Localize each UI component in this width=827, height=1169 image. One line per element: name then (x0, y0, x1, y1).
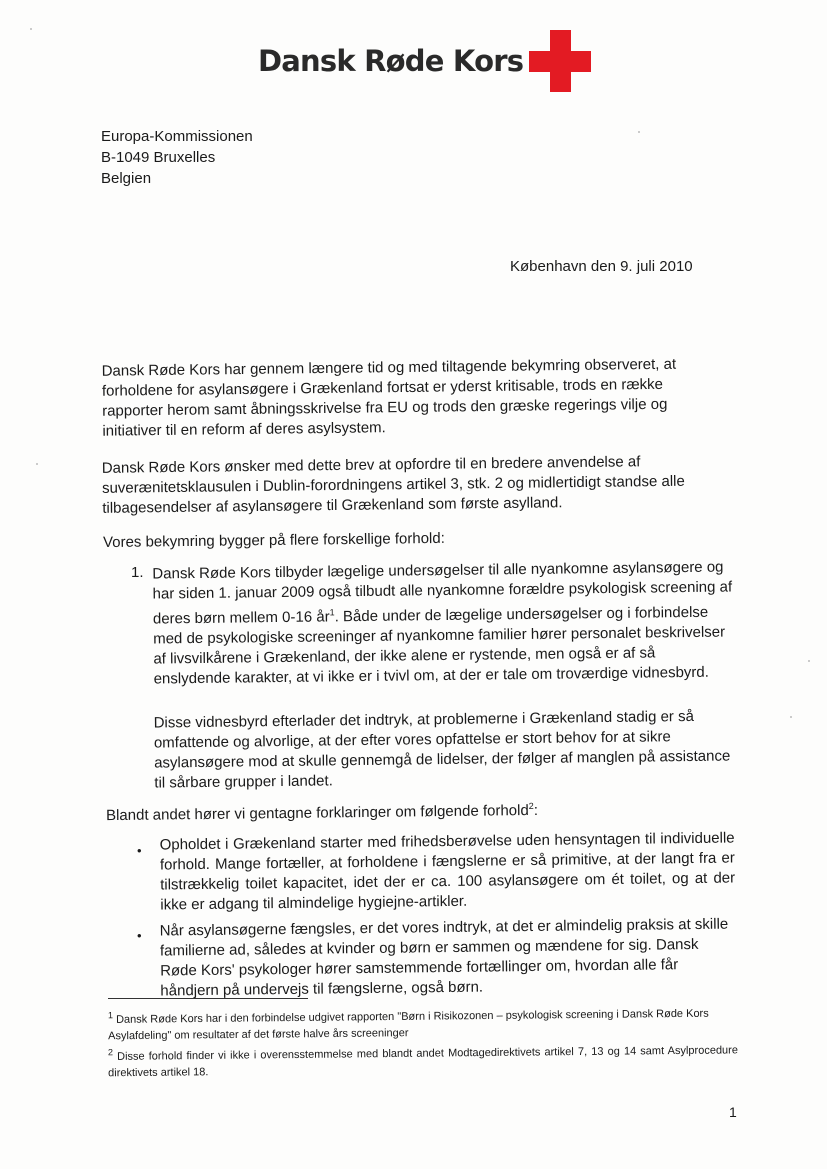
letter-date: København den 9. juli 2010 (510, 258, 693, 275)
red-cross-icon (529, 30, 591, 92)
paragraph-4 (106, 795, 626, 826)
recipient-address (101, 126, 253, 189)
scan-speck (808, 660, 810, 662)
logo-text: Dansk Røde Kors (258, 44, 524, 78)
paragraph-1: Dansk Røde Kors har gennem længere tid og med tiltagende bekymring observeret, at forholdene for asylansøgere i Grækenland fortsat er yderst kritisable, trods en række rapporter herom samt åbningsskrivelse fra EU og trods den græske regerings vilje og initiativer til en reform af deres asylsystem. (101, 355, 677, 440)
footnote-ref-2: 2 (528, 800, 534, 812)
list-item-1-text-a: Dansk Røde Kors tilbyder lægelige undersøgelser til alle nyankomne asylansøgere og har siden 1. januar 2009 også tilbudt alle nyankomne forældre psykologisk screening af deres børn mellem 0-16 år (152, 558, 733, 628)
list-number: 1. (131, 564, 144, 581)
footnote-mark: 1 (107, 1010, 113, 1021)
list-item-1-text (152, 557, 733, 689)
list-item-1-text-b: . Både under de lægelige undersøgelser og i forbindelse med de psykologiske screeninger af nyankomne familier hører personalet beskrivelser af livsvilkårene i Grækenland, der ikke alene er rystende, men også er af så enslydende karakter, at vi ikke er i tvivl om, at der er tale om troværdige vidnesbyrd. (153, 603, 726, 688)
bullet-icon: • (137, 843, 142, 858)
scan-speck (638, 131, 640, 133)
paragraph-2: Dansk Røde Kors ønsker med dette brev at opfordre til en bredere anvendelse af suverænitetsklausulen i Dublin-forordningens artikel 3, stk. 2 og midlertidigt standse alle tilbagesendelser af asylansøgere til Grækenland som første asylland. (101, 453, 685, 517)
footnote-text: Dansk Røde Kors har i den forbindelse udgivet rapporten "Børn i Risikozonen – psykologisk screening i Dansk Røde Kors Asylafdeling" om resultater af det første halve års screeninger (108, 1007, 709, 1042)
bullet-item: Når asylansøgerne fængsles, er det vores indtryk, at det er almindelig praksis at skille familierne ad, således at kvinder og børn er sammen og mændene for sig. Dansk Røde Kors' psykologer hører samstemmende fortællinger om, hvordan alle får håndjern på undervejs til fængslerne, også børn. (159, 915, 729, 1000)
scan-speck (790, 716, 792, 718)
address-line: B-1049 Bruxelles (101, 149, 216, 166)
footnote-mark: 2 (107, 1047, 113, 1058)
page-number: 1 (729, 1104, 737, 1120)
address-line: Belgien (101, 170, 152, 187)
list-item-1-text-2: Disse vidnesbyrd efterlader det indtryk, at problemerne i Grækenland stadig er så omfattende og alvorlige, at der efter vores opfattelse er stort behov for at sikre asylansøgere mod at skulle gennemgå de lidelser, der følger af manglen på assistance til sårbare grupper i landet. (153, 707, 731, 792)
bullet-item: Opholdet i Grækenland starter med frihedsberøvelse uden hensyntagen til individuelle forhold. Mange fortæller, at forholdene i fængslerne er så primitive, at der langt fra er tilstrækkelig toilet kapacitet, idet der er ca. 100 asylansøgere om ét toilet, og at der ikke er adgang til almindelige hygiejne-artikler. (159, 829, 736, 914)
address-line: Europa-Kommissionen (101, 128, 253, 145)
footnote (108, 1001, 738, 1044)
footnote (108, 1038, 738, 1081)
paragraph-3: Vores bekymring bygger på flere forskellige forhold: (102, 529, 445, 552)
footnote-text: Disse forhold finder vi ikke i overensstemmelse med blandt andet Modtagedirektivets artikel 7, 13 og 14 samt Asylprocedure direktivets artikel 18. (108, 1044, 739, 1079)
footnote-ref-1: 1 (329, 607, 335, 618)
paragraph-4-text: Blandt andet hører vi gentagne forklaringer om følgende forhold (105, 802, 529, 825)
footnote-divider (108, 998, 308, 999)
bullet-icon: • (137, 928, 142, 943)
scan-speck (30, 28, 32, 30)
paragraph-4-tail: : (533, 801, 539, 819)
logo (258, 30, 591, 92)
scan-speck (36, 463, 38, 465)
